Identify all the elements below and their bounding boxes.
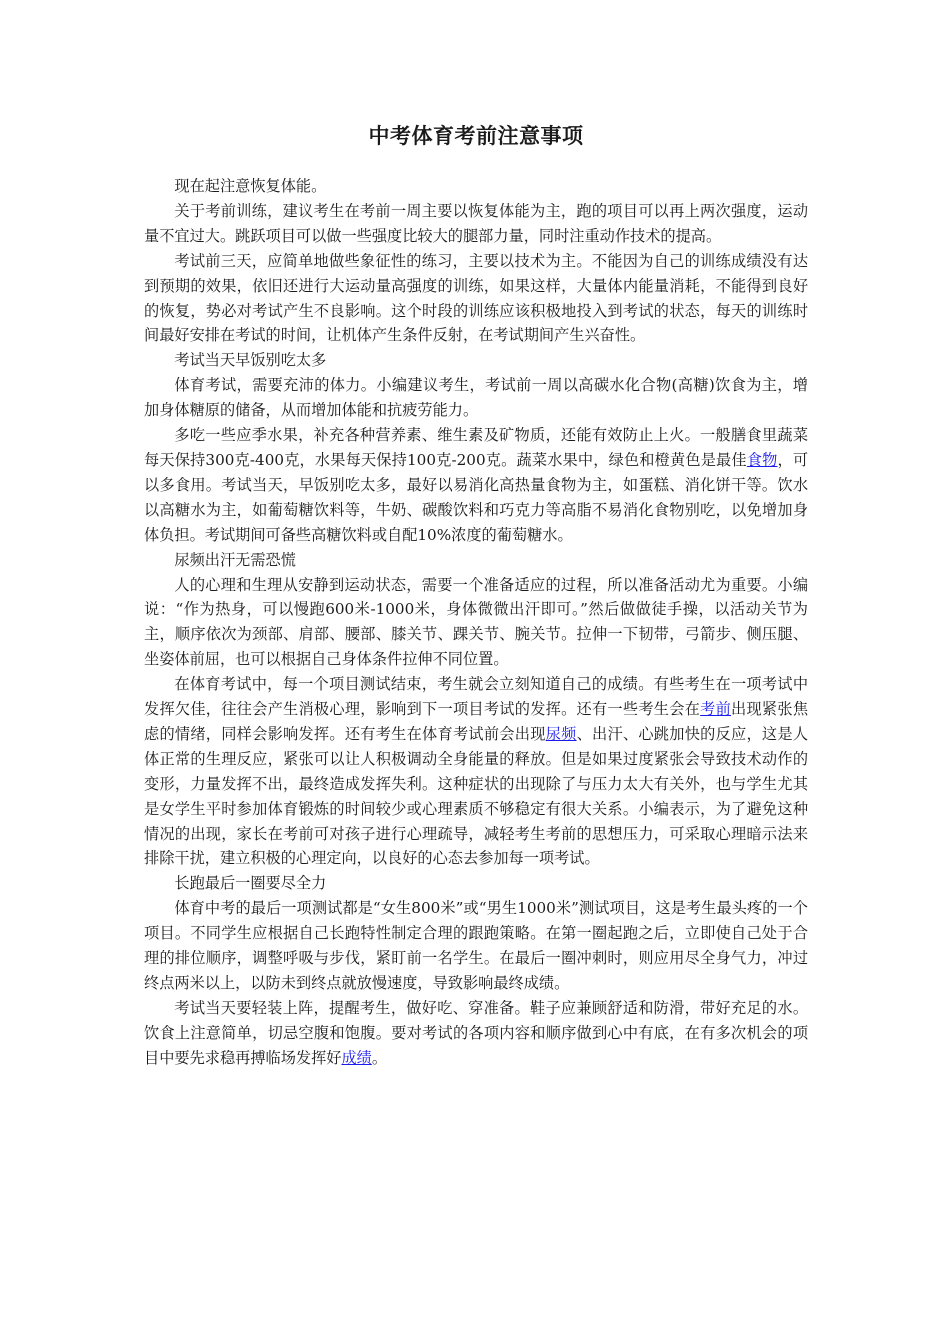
paragraph bbox=[144, 871, 808, 896]
paragraph-text: 现在起注意恢复体能。 bbox=[174, 177, 327, 195]
paragraph bbox=[144, 996, 808, 1071]
paragraph-text: 体育考试，需要充沛的体力。小编建议考生，考试前一周以高碳水化合物(高糖)饮食为主，增加身体糖原的储备，从而增加体能和抗疲劳能力。 bbox=[144, 376, 808, 420]
paragraph-text: 出现紧张焦虑的情绪，同样会影响发挥。还有考生在体育考试前会出现 bbox=[144, 700, 809, 743]
paragraph-text: ，可以多食用。考试当天，早饭别吃太多，最好以易消化高热量食物为主，如蛋糕、消化饼干等。饮水以高糖水为主，如葡萄糖饮料等，牛奶、碳酸饮料和巧克力等高脂不易消化食物别吃，以免增加身体负担。考试期间可备些高糖饮料或自配10%浓度的葡萄糖水。 bbox=[144, 450, 809, 544]
inline-link[interactable]: 尿频 bbox=[545, 724, 577, 743]
paragraph bbox=[144, 548, 808, 573]
document-body bbox=[144, 174, 808, 1071]
paragraph-text: 长跑最后一圈要尽全力 bbox=[174, 874, 327, 893]
paragraph bbox=[144, 672, 808, 871]
paragraph bbox=[144, 373, 808, 423]
paragraph bbox=[144, 348, 808, 373]
paragraph-text: 在体育考试中，每一个项目测试结束，考生就会立刻知道自己的成绩。有些考生在一项考试中发挥欠佳，往往会产生消极心理，影响到下一项目考试的发挥。还有一些考生会在 bbox=[144, 675, 808, 719]
paragraph-text: 关于考前训练，建议考生在考前一周主要以恢复体能为主，跑的项目可以再上两次强度，运动量不宜过大。跳跃项目可以做一些强度比较大的腿部力量，同时注重动作技术的提高。 bbox=[144, 201, 808, 245]
paragraph-text: 尿频出汗无需恐慌 bbox=[174, 550, 296, 569]
inline-link[interactable]: 食物 bbox=[746, 450, 778, 469]
paragraph-text: 考试当天要轻装上阵，提醒考生，做好吃、穿准备。鞋子应兼顾舒适和防滑，带好充足的水。饮食上注意简单，切忌空腹和饱腹。要对考试的各项内容和顺序做到心中有底，在有多次机会的项目中要先求稳再搏临场发挥好 bbox=[144, 998, 808, 1067]
paragraph-text: 考试当天早饭别吃太多 bbox=[174, 351, 327, 370]
document-title: 中考体育考前注意事项 bbox=[368, 123, 584, 148]
paragraph-text: 考试前三天，应简单地做些象征性的练习，主要以技术为主。不能因为自己的训练成绩没有达到预期的效果，依旧还进行大运动量高强度的训练，如果这样，大量体内能量消耗，不能得到良好的恢复，势必对考试产生不良影响。这个时段的训练应该积极地投入到考试的状态，每天的训练时间最好安排在考试的时间，让机体产生条件反射，在考试期间产生兴奋性。 bbox=[144, 251, 808, 345]
paragraph bbox=[144, 249, 808, 349]
paragraph-text: 人的心理和生理从安静到运动状态，需要一个准备适应的过程，所以准备活动尤为重要。小编说：“作为热身，可以慢跑600米-1000米，身体微微出汗即可。”然后做做徒手操，以活动关节为主，顺序依次为颈部、肩部、腰部、膝关节、踝关节、腕关节。拉伸一下韧带，弓箭步、侧压腿、坐姿体前屈，也可以根据自己身体条件拉伸不同位置。 bbox=[144, 575, 808, 669]
paragraph bbox=[144, 199, 808, 249]
paragraph-text: 多吃一些应季水果，补充各种营养素、维生素及矿物质，还能有效防止上火。一般膳食里蔬菜每天保持300克-400克，水果每天保持100克-200克。蔬菜水果中，绿色和橙黄色是最佳 bbox=[144, 426, 808, 469]
paragraph bbox=[144, 896, 808, 996]
paragraph-text: 、出汗、心跳加快的反应，这是人体正常的生理反应，紧张可以让人积极调动全身能量的释放。但是如果过度紧张会导致技术动作的变形，力量发挥不出，最终造成发挥失利。这种症状的出现除了与压力太大有关外，也与学生尤其是女学生平时参加体育锻炼的时间较少或心理素质不够稳定有很大关系。小编表示，为了避免这种情况的出现，家长在考前可对孩子进行心理疏导，减轻考生考前的思想压力，可采取心理暗示法来排除干扰，建立积极的心理定向，以良好的心态去参加每一项考试。 bbox=[144, 724, 809, 868]
inline-link[interactable]: 考前 bbox=[700, 700, 732, 719]
document-page bbox=[144, 118, 808, 1071]
paragraph bbox=[144, 573, 808, 673]
paragraph bbox=[144, 174, 808, 199]
paragraph bbox=[144, 423, 808, 548]
paragraph-text: 体育中考的最后一项测试都是“女生800米”或“男生1000米”测试项目，这是考生最头疼的一个项目。不同学生应根据自己长跑特性制定合理的跟跑策略。在第一圈起跑之后，立即使自己处于合理的排位顺序，调整呼吸与步伐，紧盯前一名学生。在最后一圈冲刺时，则应用尽全身气力，冲过终点两米以上，以防未到终点就放慢速度，导致影响最终成绩。 bbox=[144, 899, 808, 992]
paragraph-text: 。 bbox=[371, 1048, 387, 1067]
inline-link[interactable]: 成绩 bbox=[341, 1048, 372, 1067]
